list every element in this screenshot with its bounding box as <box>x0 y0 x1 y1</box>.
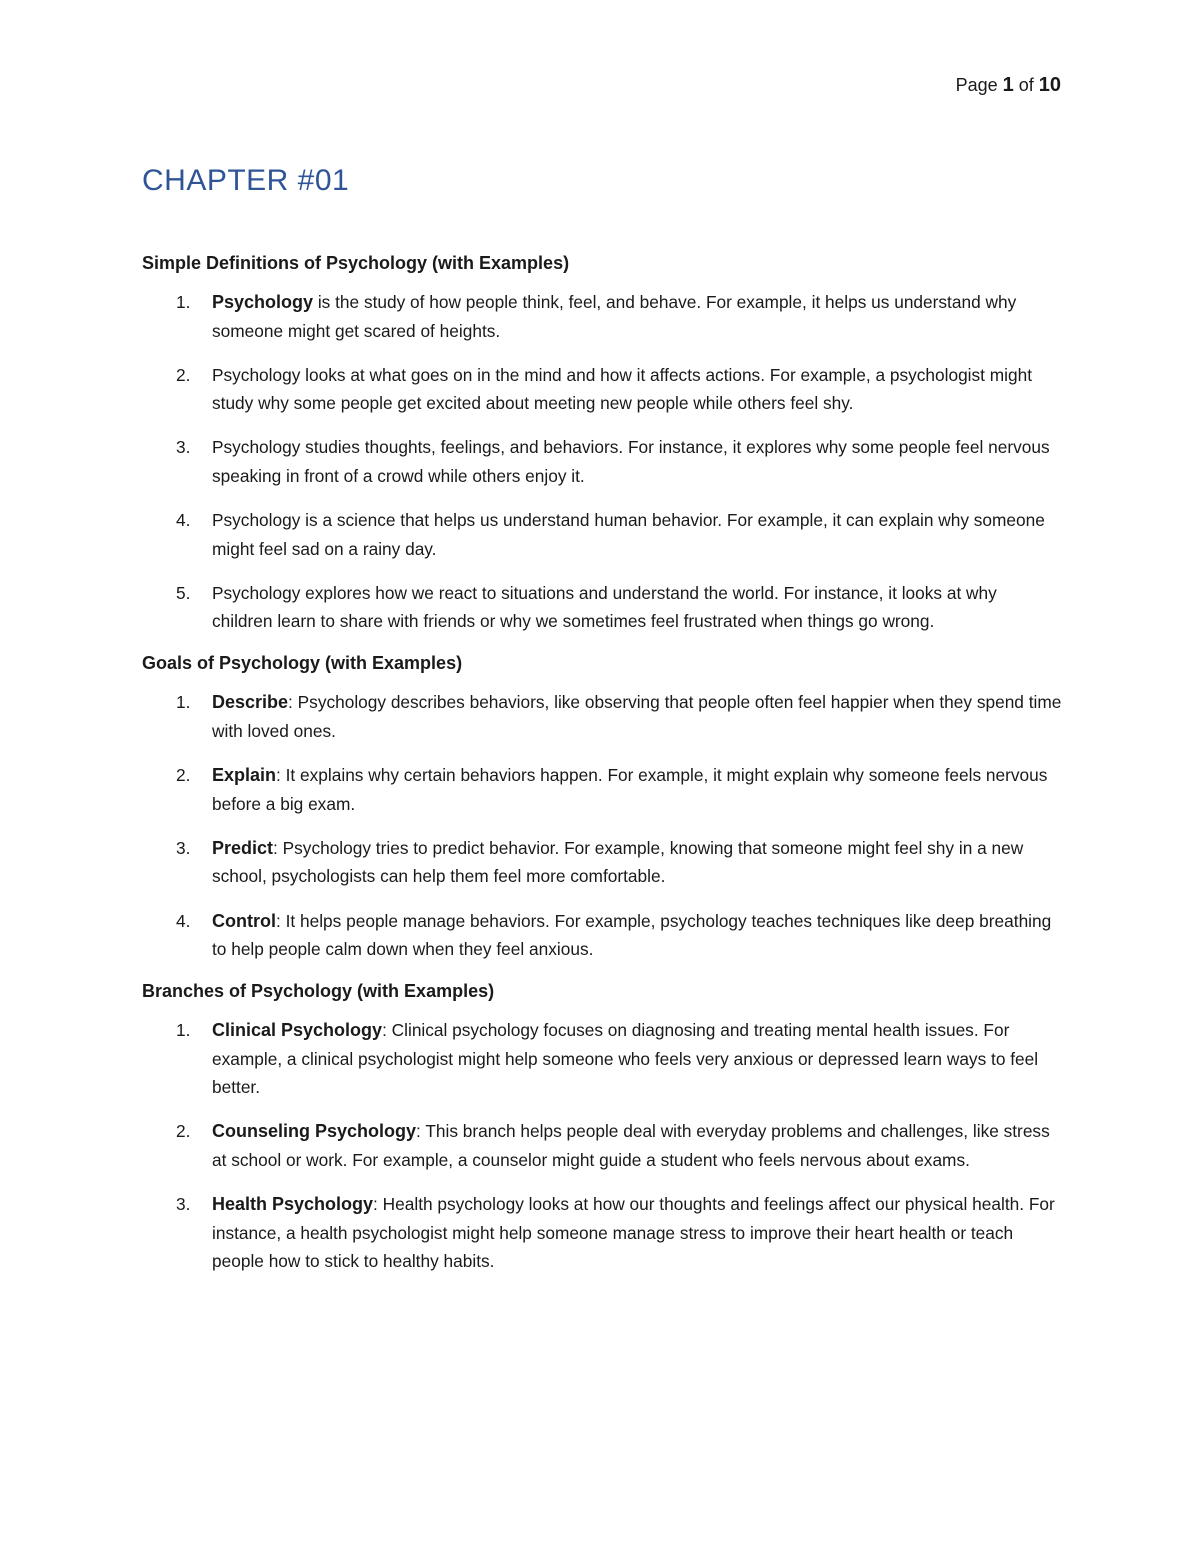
list-number: 3. <box>176 437 191 458</box>
list-item-description: : Psychology tries to predict behavior. For example, knowing that someone might feel shy in a new school, psychologists can help them feel more comfortable. <box>212 837 1024 887</box>
section-heading: Simple Definitions of Psychology (with Examples) <box>142 253 570 273</box>
section-goals <box>142 648 1062 963</box>
section-definitions <box>142 248 1062 636</box>
list-item <box>142 361 1062 418</box>
list-item-text <box>212 361 1062 418</box>
list-item-text <box>212 1016 1062 1102</box>
list-item-term: Explain <box>212 765 277 786</box>
section-branches <box>142 976 1062 1276</box>
list-item <box>142 1016 1062 1102</box>
list-number: 3. <box>176 837 191 858</box>
document-body <box>142 248 1062 1291</box>
list-item-description: Psychology studies thoughts, feelings, and behaviors. For instance, it explores why some people feel nervous speaking in front of a crowd while others enjoy it. <box>212 437 1050 486</box>
list-item-text <box>212 1117 1062 1174</box>
chapter-title: CHAPTER #01 <box>142 164 350 197</box>
list-number: 2. <box>176 1121 191 1142</box>
section-heading: Branches of Psychology (with Examples) <box>142 981 495 1002</box>
list-number: 5. <box>176 582 191 603</box>
list-item <box>142 506 1062 563</box>
list-item-description: : Clinical psychology focuses on diagnosing and treating mental health issues. For example, a clinical psychologist might help someone who feels very anxious or depressed learn ways to feel better. <box>212 1020 1039 1098</box>
list-item <box>142 288 1062 345</box>
list-item-description: Psychology is a science that helps us understand human behavior. For example, it can explain why someone might feel sad on a rainy day. <box>212 510 1045 559</box>
list-item <box>142 433 1062 490</box>
list-number: 4. <box>176 510 191 531</box>
list-number: 1. <box>176 1020 191 1041</box>
list-item-text <box>212 907 1062 964</box>
list-item-description: Psychology looks at what goes on in the mind and how it affects actions. For example, a psychologist might study why some people get excited about meeting new people while others feel shy. <box>212 364 1033 414</box>
list-item-description: : It explains why certain behaviors happen. For example, it might explain why someone feels nervous before a big exam. <box>212 765 1048 814</box>
list-item <box>142 761 1062 818</box>
page-number <box>956 74 1061 97</box>
list-item-text <box>212 761 1062 818</box>
list-item-description: : It helps people manage behaviors. For example, psychology teaches techniques like deep breathing to help people calm down when they feel anxious. <box>212 910 1052 960</box>
list-item-term: Counseling Psychology <box>212 1121 417 1142</box>
list-item-text <box>212 834 1062 891</box>
branches-list <box>142 1016 1062 1276</box>
list-item-term: Describe <box>212 692 289 713</box>
list-item-text <box>212 579 1062 636</box>
page-number-prefix: Page <box>955 75 1003 95</box>
list-item <box>142 688 1062 745</box>
list-item-text <box>212 433 1062 490</box>
list-item-description: Psychology explores how we react to situations and understand the world. For instance, it looks at why children learn to share with friends or why we sometimes feel frustrated when things go wrong. <box>212 582 997 632</box>
page-number-middle: of <box>1013 75 1039 95</box>
page-number-total: 10 <box>1038 74 1061 96</box>
list-number: 3. <box>176 1194 191 1215</box>
list-item <box>142 579 1062 636</box>
list-number: 4. <box>176 910 191 931</box>
list-number: 1. <box>176 292 191 312</box>
list-item-description: : Health psychology looks at how our thoughts and feelings affect our physical health. For instance, a health psychologist might help someone manage stress to improve their heart health or teach people how to stick to healthy habits. <box>212 1194 1055 1272</box>
definitions-list <box>142 288 1062 636</box>
list-item <box>142 834 1062 891</box>
list-item <box>142 907 1062 964</box>
list-number: 1. <box>176 692 191 713</box>
list-item-term: Clinical Psychology <box>212 1020 383 1041</box>
list-item <box>142 1117 1062 1174</box>
list-item-text <box>212 288 1062 345</box>
list-item-term: Health Psychology <box>212 1194 374 1215</box>
list-item-description: : This branch helps people deal with everyday problems and challenges, like stress at school or work. For example, a counselor might guide a student who feels nervous about exams. <box>212 1121 1050 1171</box>
page-number-current: 1 <box>1002 74 1014 96</box>
list-item-term: Predict <box>212 837 274 858</box>
goals-list <box>142 688 1062 963</box>
list-item-term: Psychology <box>212 292 314 312</box>
list-item-text <box>212 688 1062 745</box>
list-item <box>142 1190 1062 1276</box>
list-item-text <box>212 1190 1062 1276</box>
list-item-text <box>212 506 1062 563</box>
section-heading: Goals of Psychology (with Examples) <box>142 653 463 674</box>
list-item-description: : Psychology describes behaviors, like observing that people often feel happier when they spend time with loved ones. <box>212 692 1062 742</box>
list-number: 2. <box>176 364 191 385</box>
list-item-description: is the study of how people think, feel, and behave. For example, it helps us understand why someone might get scared of heights. <box>212 292 1017 341</box>
list-item-term: Control <box>212 910 276 931</box>
list-number: 2. <box>176 765 191 786</box>
